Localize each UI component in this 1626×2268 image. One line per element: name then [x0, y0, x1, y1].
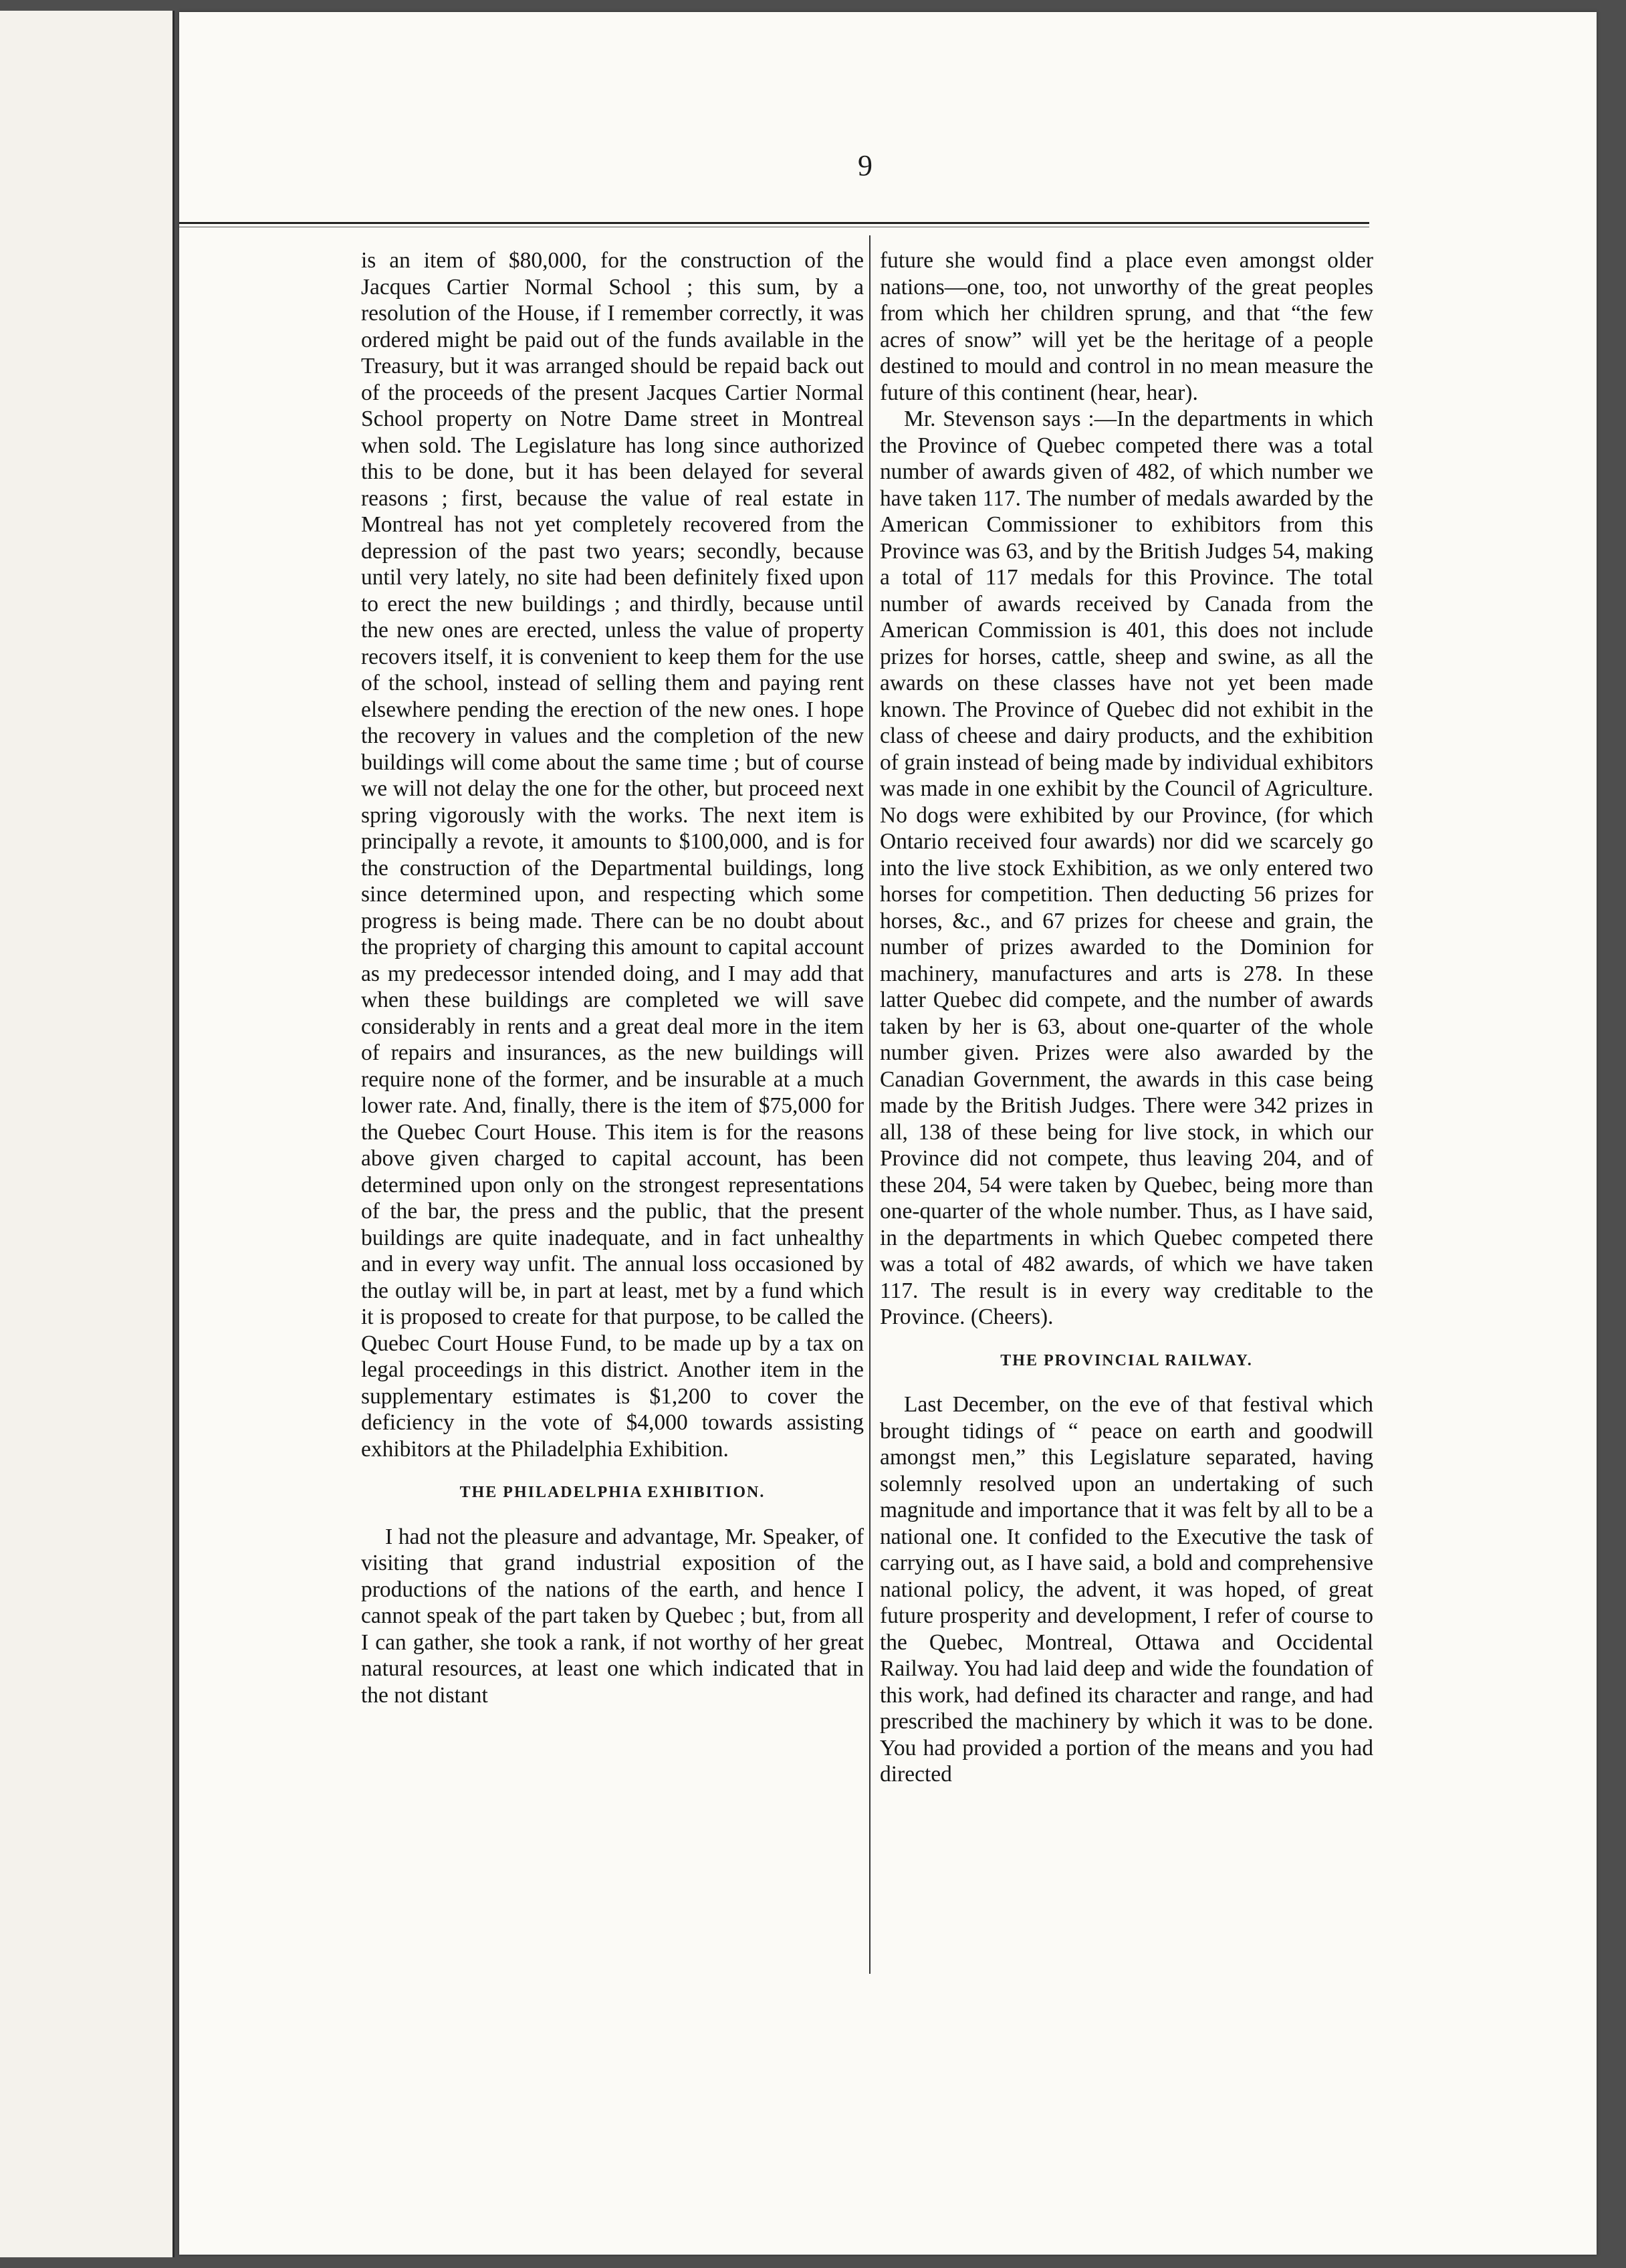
- right-paragraph-3: Last December, on the eve of that festival which brought tidings of “ peace on earth and goodwill amongst men,” this Legislature separated, having solemnly resolved upon an undertaking of such magnitude and importance that it was felt by all to be a national one. It confided to the Executive the task of carrying out, as I have said, a bold and comprehensive national policy, the advent, it was hoped, of great future prosperity and development, I refer of course to the Quebec, Montreal, Ottawa and Occidental Railway. You had laid deep and wide the foundation of this work, had defined its character and range, and had prescribed the machinery by which it was to be done. You had provided a portion of the means and you had directed: [880, 1392, 1373, 1787]
- right-paragraph-2: Mr. Stevenson says :—In the departments in which the Province of Quebec competed there was a total number of awards given of 482, of which number we have taken 117. The number of medals awarded by the American Commissioner to exhibitors from this Province was 63, and by the British Judges 54, making a total of 117 medals for this Province. The total number of awards received by Canada from the American Commission is 401, this does not include prizes for horses, cattle, sheep and swine, as all the awards on these classes have not yet been made known. The Province of Quebec did not exhibit in the class of cheese and dairy products, and the exhibition of grain instead of being made by individual exhibitors was made in one exhibit by the Council of Agriculture. No dogs were exhibited by our Province, (for which Ontario received four awards) nor did we scarcely go into the live stock Exhibition, as we only entered two horses for competition. Then deducting 56 prizes for horses, &c., and 67 prizes for cheese and grain, the number of prizes awarded to the Dominion for machinery, manufactures and arts is 278. In these latter Quebec did compete, and the number of awards taken by her is 63, about one-quarter of the whole number given. Prizes were also awarded by the Canadian Government, the awards in this case being made by the British Judges. There were 342 prizes in all, 138 of these being for live stock, in which our Province did not compete, thus leaving 204, and of these 204, 54 were taken by Quebec, being more than one-quarter of the whole number. Thus, as I have said, in the departments in which Quebec competed there was a total of 482 awards, of which we have taken 117. The result is in every way creditable to the Province. (Cheers).: [880, 407, 1373, 1329]
- page-number: 9: [858, 149, 873, 182]
- left-paragraph-2: I had not the pleasure and advantage, Mr. Speaker, of visiting that grand industrial exposition of the productions of the nations of the earth, and hence I cannot speak of the part taken by Quebec ; but, from all I can gather, she took a rank, if not worthy of her great natural resources, at least one which indicated that in the not distant: [361, 1524, 864, 1708]
- facing-page-edge: [0, 11, 175, 2257]
- left-column: [361, 247, 864, 1708]
- column-divider: [869, 235, 870, 1974]
- section-heading-philadelphia: THE PHILADELPHIA EXHIBITION.: [459, 1484, 766, 1501]
- header-rule: [179, 222, 1369, 227]
- right-column: [880, 247, 1373, 1788]
- right-paragraph-1: future she would find a place even amongst older nations—one, too, not unworthy of the great peoples from which her children sprung, and that “the few acres of snow” will yet be the heritage of a people destined to mould and control in no mean measure the future of this continent (hear, hear).: [880, 248, 1373, 405]
- left-paragraph-1: is an item of $80,000, for the construction of the Jacques Cartier Normal School ; this sum, by a resolution of the House, if I remember correctly, it was ordered might be paid out of the funds available in the Treasury, but it was arranged should be repaid back out of the proceeds of the present Jacques Cartier Normal School property on Notre Dame street in Montreal when sold. The Legislature has long since authorized this to be done, but it has been delayed for several reasons ; first, because the value of real estate in Montreal has not yet completely recovered from the depression of the past two years; secondly, because until very lately, no site had been definitely fixed upon to erect the new buildings ; and thirdly, because until the new ones are erected, unless the value of property recovers itself, it is convenient to keep them for the use of the school, instead of selling them and paying rent elsewhere pending the erection of the new ones. I hope the recovery in values and the completion of the new buildings will come about the same time ; but of course we will not delay the one for the other, but proceed next spring vigorously with the works. The next item is principally a revote, it amounts to $100,000, and is for the construction of the Departmental buildings, long since determined upon, and respecting which some progress is being made. There can be no doubt about the propriety of charging this amount to capital account as my predecessor intended doing, and I may add that when these buildings are completed we will save considerably in rents and a great deal more in the item of repairs and insurances, as the new buildings will require none of the former, and be insurable at a much lower rate. And, finally, there is the item of $75,000 for the Quebec Court House. This item is for the reasons above given charged to capital account, has been determined upon only on the strongest representations of the bar, the press and the public, that the present buildings are quite inadequate, and in fact unhealthy and in every way unfit. The annual loss occasioned by the outlay will be, in part at least, met by a fund which it is proposed to create for that purpose, to be called the Quebec Court House Fund, to be made up by a tax on legal proceedings in this district. Another item in the supplementary estimates is $1,200 to cover the deficiency in the vote of $4,000 towards assisting exhibitors at the Philadelphia Exhibition.: [361, 248, 864, 1462]
- section-heading-railway: THE PROVINCIAL RAILWAY.: [1000, 1351, 1253, 1369]
